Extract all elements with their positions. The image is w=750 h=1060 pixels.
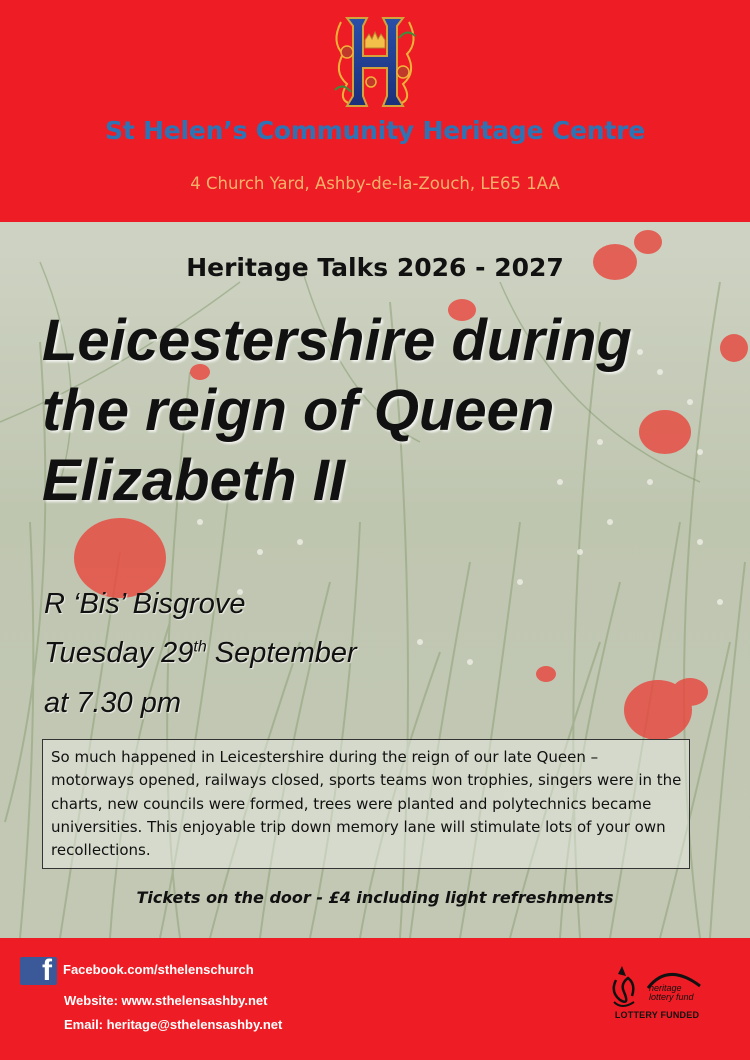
talk-title-line-1: Leicestershire during bbox=[42, 308, 632, 373]
facebook-icon[interactable]: f bbox=[20, 957, 57, 985]
talk-description: So much happened in Leicestershire during the reign of our late Queen – motorways opened, railways closed, sports teams won trophies, singers were in the charts, new councils were formed, trees were planted and polytechnics became universities. This enjoyable trip down memory lane will stimulate lots of your own recollections. bbox=[42, 739, 690, 869]
centre-name: St Helen’s Community Heritage Centre bbox=[105, 116, 645, 145]
talk-date-ordinal: th bbox=[193, 638, 207, 656]
funder-word-heritage: heritage bbox=[649, 983, 682, 993]
lottery-funded-label: LOTTERY FUNDED bbox=[614, 1010, 700, 1020]
talk-title bbox=[42, 306, 722, 516]
funder-word-lottery-fund: lottery fund bbox=[649, 992, 694, 1002]
talk-title-line-3: Elizabeth II bbox=[42, 448, 345, 513]
talk-title-line-2: the reign of Queen bbox=[42, 378, 555, 443]
talk-date bbox=[44, 637, 357, 670]
speaker-name: R ‘Bis’ Bisgrove bbox=[44, 588, 246, 620]
series-heading: Heritage Talks 2026 - 2027 bbox=[186, 253, 564, 282]
talk-date-day: Tuesday 29 bbox=[44, 637, 194, 669]
talk-time: at 7.30 pm bbox=[44, 687, 182, 719]
email-link[interactable]: Email: heritage@sthelensashby.net bbox=[64, 1017, 283, 1032]
centre-address: 4 Church Yard, Ashby-de-la-Zouch, LE65 1AA bbox=[190, 174, 560, 193]
facebook-link[interactable]: Facebook.com/sthelenschurch bbox=[63, 962, 254, 977]
talk-date-month: September bbox=[206, 637, 357, 669]
website-link[interactable]: Website: www.sthelensashby.net bbox=[64, 993, 268, 1008]
ticket-info: Tickets on the door - £4 including light refreshments bbox=[136, 888, 614, 907]
letter-h-crown-crest-icon bbox=[327, 12, 423, 112]
